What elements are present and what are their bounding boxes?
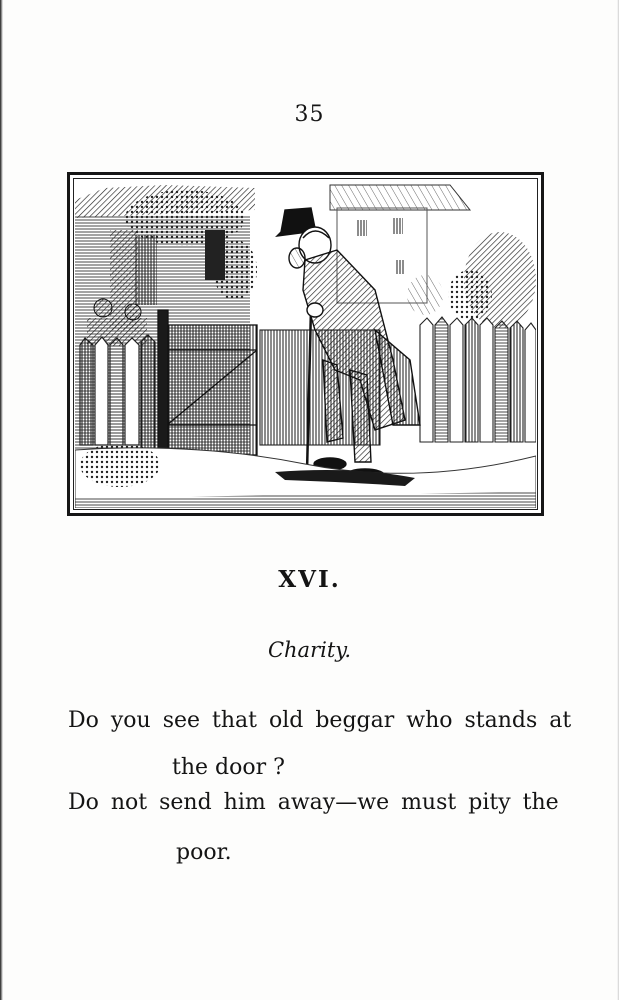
left-fence [80,335,155,448]
chapter-number: XVI. [278,566,341,593]
page-number: 35 [294,102,325,127]
woodcut-illustration [67,172,544,516]
garden-gate [158,310,257,458]
verse-line: Do not send him away—we must pity the [68,790,559,815]
verse-line: the door ? [172,755,285,780]
chapter-title: Charity. [267,638,352,662]
beggar-engraving [75,180,536,508]
verse-line: poor. [176,840,232,865]
verse-line: Do you see that old beggar who stands at [68,708,572,733]
